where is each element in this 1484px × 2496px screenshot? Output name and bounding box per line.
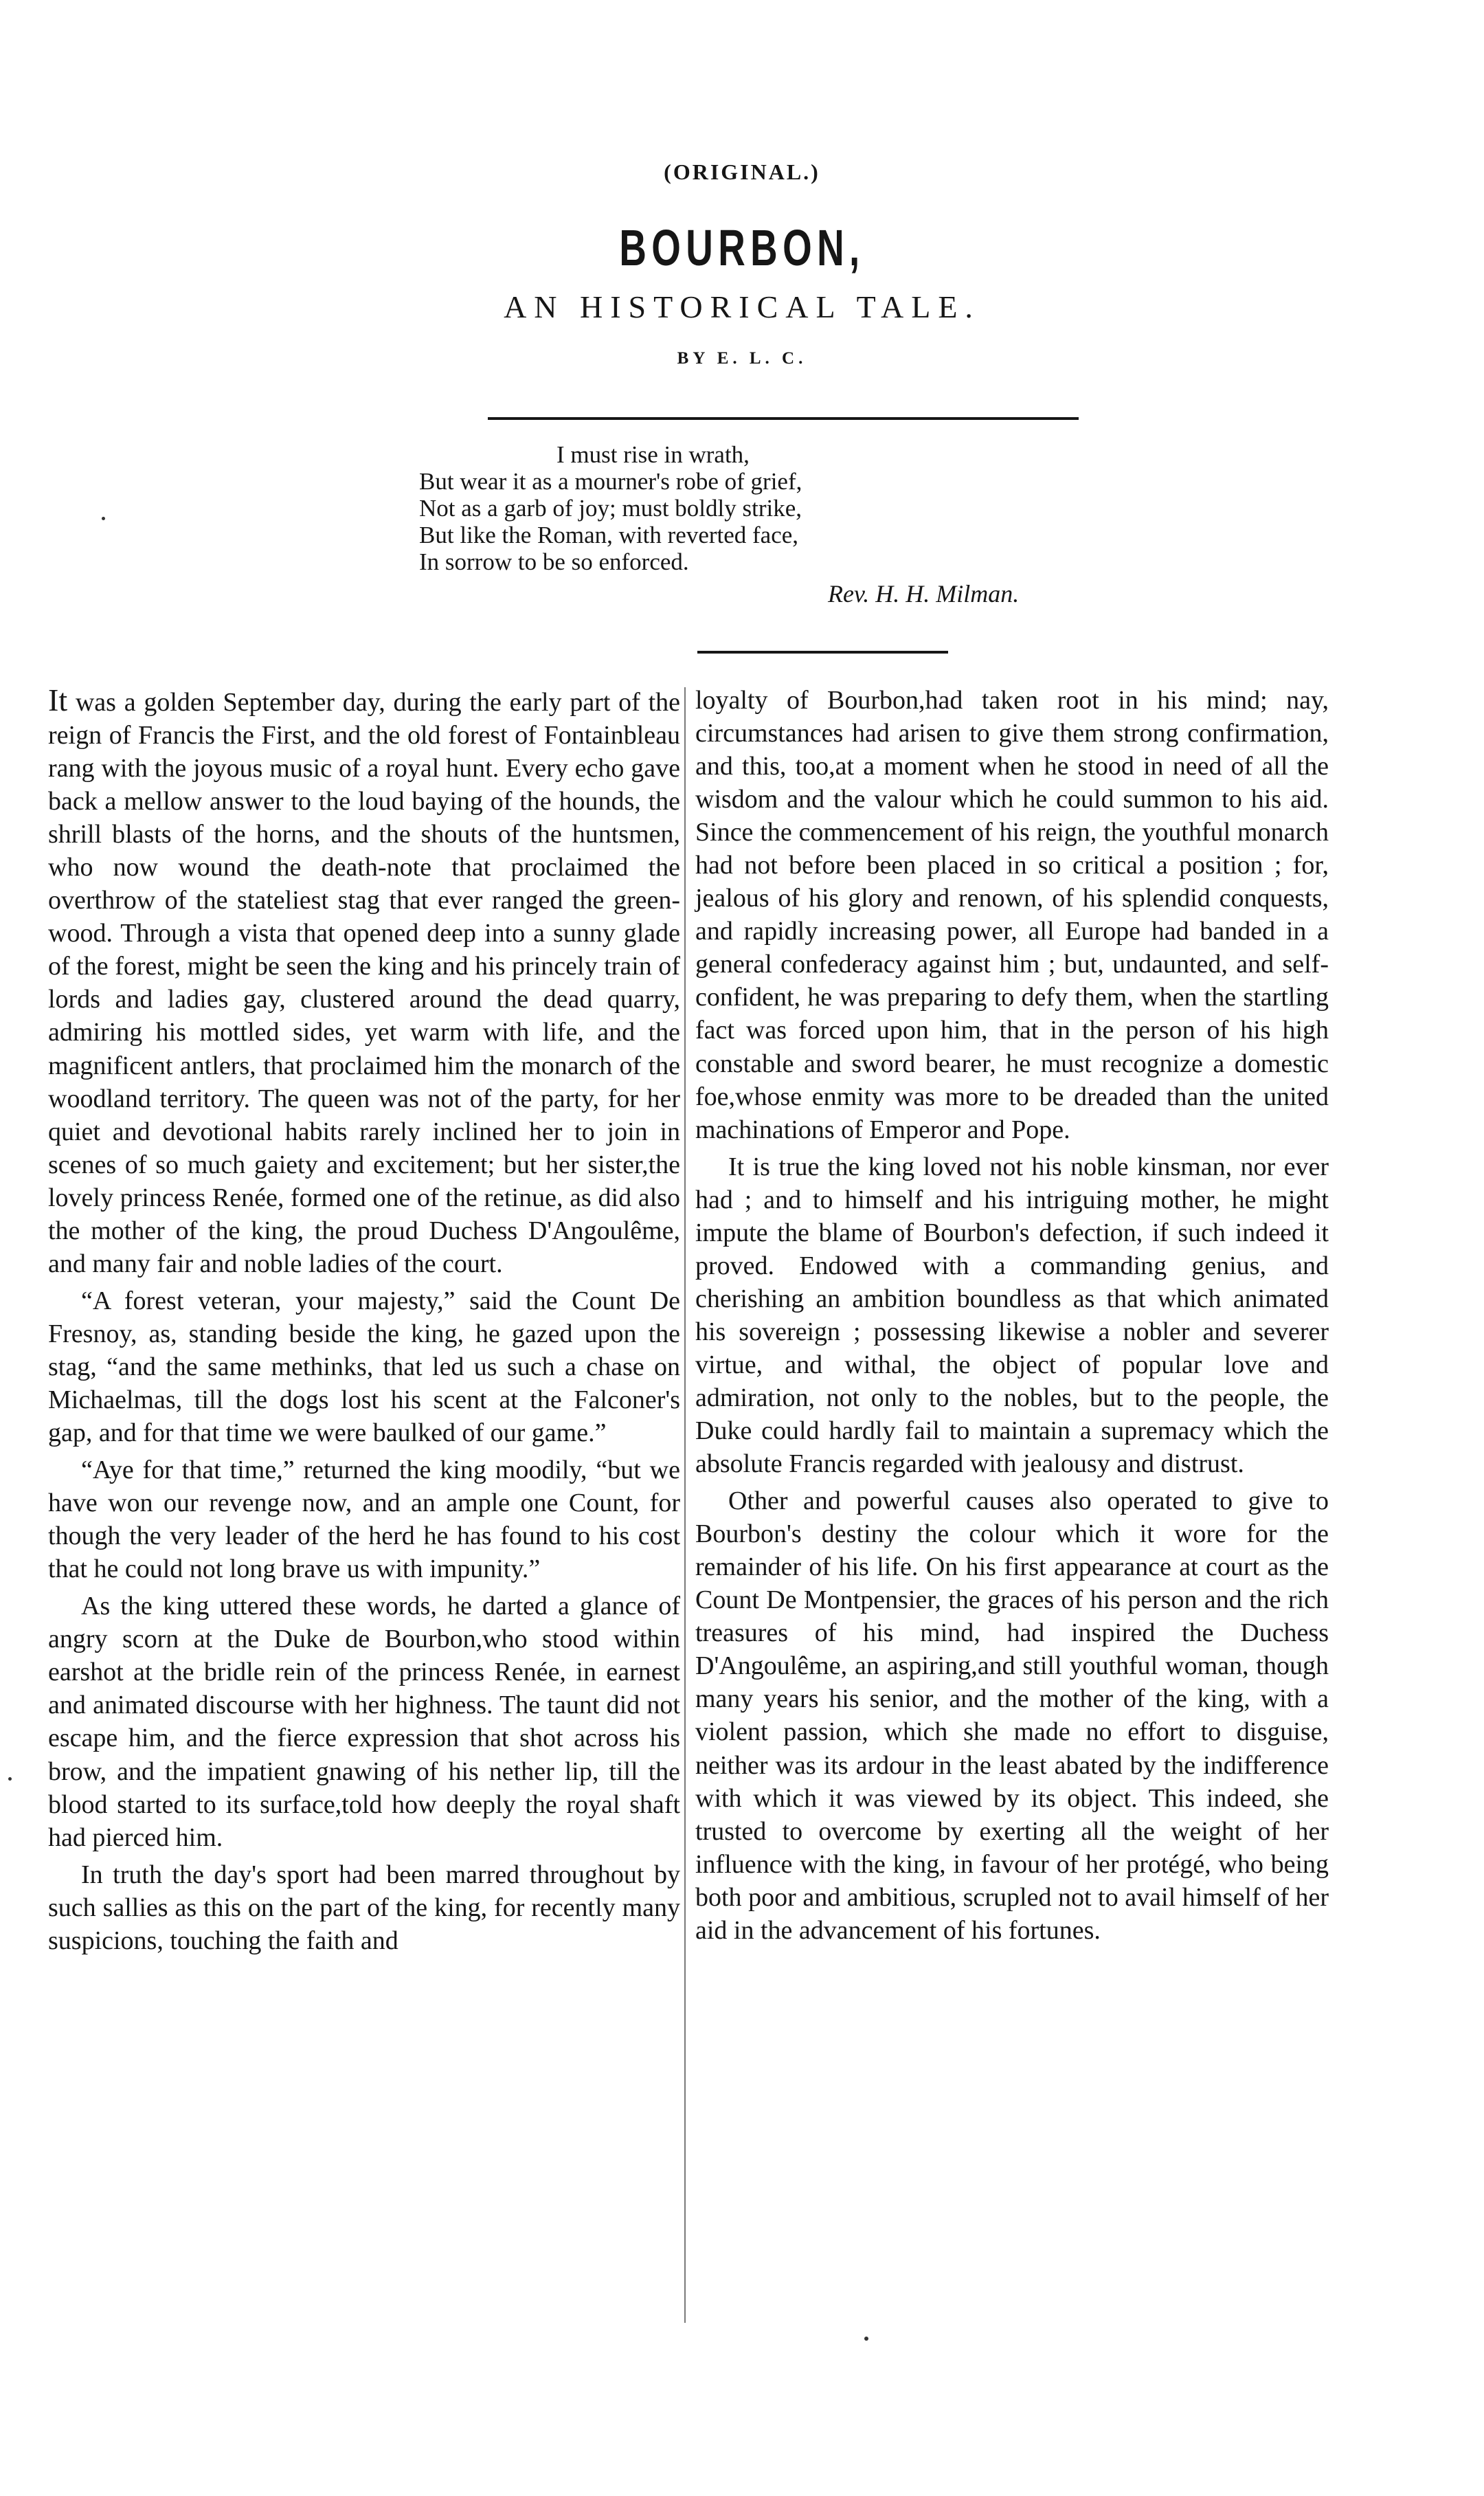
paragraph-text: was a golden September day, during the early part of the reign of Francis the First, and the old forest of Fontainbleau rang with the joyous music of a royal hunt. Every echo gave back a mellow answer to the loud baying of the hounds, the shrill blasts of the horns, and the shouts of the huntsmen, who now wound the death-note that proclaimed the overthrow of the stateliest stag that ever ranged the green-wood. Through a vista that opened deep into a sunny glade of the forest, might be seen the king and his princely train of lords and ladies gay, clustered around the dead quarry, admiring his mottled sides, yet warm with life, and the magnificent antlers, that proclaimed him the monarch of the woodland territory. The queen was not of the party, for her quiet and devotional habits rarely inclined her to join in scenes of so much gaiety and excitement; but her sister,the lovely princess Renée, formed one of the retinue, as did also the mother of the king, the proud Duchess D'Angoulême, and many fair and noble ladies of the court. — [48, 688, 680, 1278]
paragraph: As the king uttered these words, he darted a glance of angry scorn at the Duke de Bourbon,who stood within earshot at the bridle rein of the princess Renée, in earnest and animated discourse with her highness. The taunt did not escape him, and the fierce expression that shot across his brow, and the impatient gnawing of his nether lip, till the blood started to its surface,told how deeply the royal shaft had pierced him. — [48, 1592, 680, 1852]
story-subtitle: AN HISTORICAL TALE. — [504, 289, 980, 324]
top-rule — [488, 417, 1079, 420]
story-title: BOURBON, — [619, 219, 865, 276]
original-label: (ORIGINAL.) — [664, 159, 820, 184]
ink-speck — [102, 517, 105, 520]
paragraph: “A forest veteran, your majesty,” said the Count De Fresnoy, as, standing beside the king, he gazed upon the stag, “and the same methinks, that led us such a chase on Michaelmas, till the dogs lost his scent at the Falconer's gap, and for that time we were baulked of our game.” — [48, 1286, 680, 1448]
epigraph — [419, 441, 1092, 608]
column-divider — [684, 687, 686, 2323]
paragraph: In truth the day's sport had been marred throughout by such sallies as this on the part of the king, for recently many suspicions, touching the faith and — [48, 1860, 680, 1955]
epigraph-line: I must rise in wrath, — [556, 441, 750, 468]
epigraph-line: Not as a garb of joy; must boldly strike, — [419, 495, 802, 522]
ink-speck — [8, 1777, 12, 1781]
epigraph-line: In sorrow to be so enforced. — [419, 548, 689, 575]
paragraph: Other and powerful causes also operated to give to Bourbon's destiny the colour which it wore for the remainder of his life. On his first appearance at court as the Count De Montpensier, the graces of his person and the rich treasures of his mind, had inspired the Duchess D'Angoulême, an aspiring,and still youthful woman, though many years his senior, and the mother of the king, with a violent passion, which she made no effort to disguise, neither was its ardour in the least abated by the indifference with which it was viewed by its object. This indeed, she trusted to overcome by exerting all the weight of her influence with the king, in favour of her protégé, who being both poor and ambitious, scrupled not to avail himself of her aid in the advancement of his fortunes. — [695, 1486, 1329, 1945]
author-byline: BY E. L. C. — [677, 349, 807, 368]
right-column — [695, 684, 1329, 1951]
ink-speck — [864, 2337, 868, 2341]
epigraph-attribution: Rev. H. H. Milman. — [828, 580, 1020, 608]
left-column — [48, 684, 680, 1961]
paragraph: “Aye for that time,” returned the king moodily, “but we have won our revenge now, and an ample one Count, for though the very leader of the herd he has found to his cost that he could not long brave us with impunity.” — [48, 1456, 680, 1584]
epigraph-rule — [697, 651, 948, 654]
epigraph-line: But like the Roman, with reverted face, — [419, 522, 799, 548]
paragraph: loyalty of Bourbon,had taken root in his mind; nay, circumstances had arisen to give them strong confirmation, and this, too,at a moment when he stood in need of all the wisdom and the valour which he could summon to his aid. Since the commencement of his reign, the youthful monarch had not before been placed in so critical a position ; for, jealous of his glory and renown, of his splendid conquests, and rapidly increasing power, all Europe had banded in a general confederacy against him ; but, undaunted, and self-confident, he was preparing to defy them, when the startling fact was forced upon him, that in the person of his high constable and sword bearer, he must recognize a domestic foe,whose enmity was more to be dreaded than the united machinations of Emperor and Pope. — [695, 686, 1329, 1144]
paragraph: It is true the king loved not his noble kinsman, nor ever had ; and to himself and his intriguing mother, he might impute the blame of Bourbon's defection, if such indeed it proved. Endowed with a commanding genius, and cherishing an ambition boundless as that which animated his sovereign ; possessing likewise a nobler and severer virtue, and withal, the object of popular love and admiration, not only to the nobles, but to the people, the Duke could hardly fail to maintain a supremacy which the absolute Francis regarded with jealousy and distrust. — [695, 1152, 1329, 1479]
paragraph — [48, 684, 680, 1280]
opening-word: It — [48, 682, 68, 717]
epigraph-line: But wear it as a mourner's robe of grief, — [419, 468, 802, 495]
